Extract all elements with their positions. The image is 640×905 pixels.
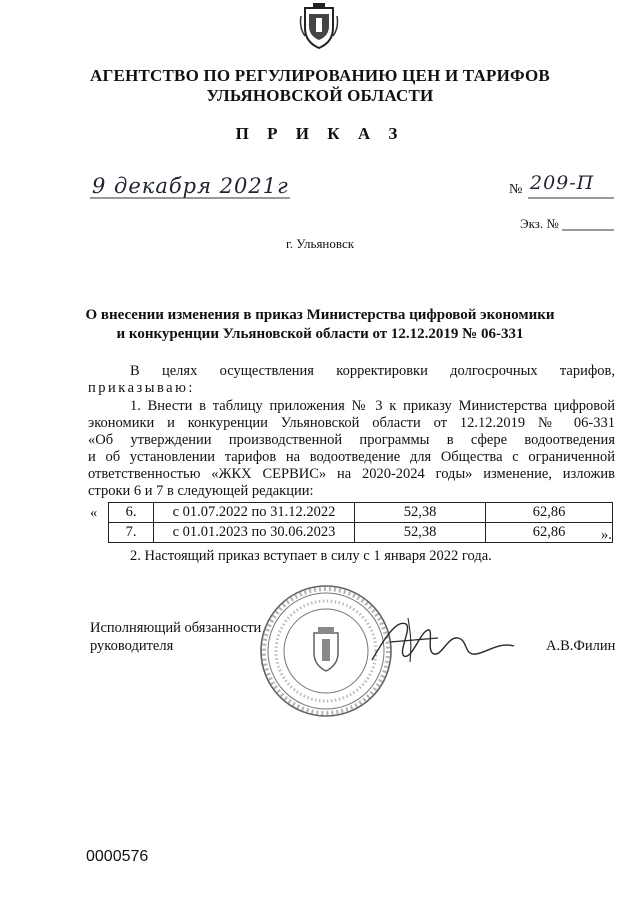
row-value1: 52,38 xyxy=(355,523,486,543)
date-underline xyxy=(90,196,290,200)
number-underline xyxy=(528,196,614,200)
item1-line3: «Об утверждении производственной программы в сфере водоотведения xyxy=(88,432,615,448)
document-serial-number: 0000576 xyxy=(86,848,149,865)
row-number: 6. xyxy=(109,503,154,523)
open-quote: « xyxy=(90,505,98,521)
document-type: П Р И К А З xyxy=(235,124,405,143)
copy-label: Экз. № xyxy=(520,216,559,231)
agency-name-line2: УЛЬЯНОВСКОЙ ОБЛАСТИ xyxy=(206,86,434,105)
row-value2: 62,86 xyxy=(486,503,613,523)
city: г. Ульяновск xyxy=(285,236,355,251)
order-title-line1: О внесении изменения в приказ Министерства цифровой экономики xyxy=(85,307,555,323)
row-period: с 01.01.2023 по 30.06.2023 xyxy=(154,523,355,543)
item1-line2: экономики и конкуренции Ульяновской области от 12.12.2019 № 06-331 xyxy=(88,415,615,431)
handwritten-signature-icon xyxy=(368,612,518,672)
order-date: 9 декабря 2021г xyxy=(92,174,289,198)
table-row xyxy=(109,523,613,543)
preamble-line1: В целях осуществления корректировки долгосрочных тарифов, xyxy=(130,363,615,379)
table-row xyxy=(109,503,613,523)
preamble-line2: приказываю: xyxy=(88,380,195,396)
order-number: 209-П xyxy=(530,172,595,194)
row-value2: 62,86 xyxy=(486,523,613,543)
agency-name-line1: АГЕНТСТВО ПО РЕГУЛИРОВАНИЮ ЦЕН И ТАРИФОВ xyxy=(90,66,550,85)
coat-of-arms-icon xyxy=(299,2,339,50)
item1-line6: строки 6 и 7 в следующей редакции: xyxy=(88,483,314,499)
copy-underline xyxy=(562,228,614,232)
item2: 2. Настоящий приказ вступает в силу с 1 января 2022 года. xyxy=(130,548,492,564)
item1-line5: ответственностью «ЖКХ СЕРВИС» на 2020-2024 годы» изменение, изложив xyxy=(88,466,615,482)
signer-name: А.В.Филин xyxy=(546,638,616,654)
number-prefix: № xyxy=(509,182,523,197)
order-title-line2: и конкуренции Ульяновской области от 12.12.2019 № 06-331 xyxy=(116,326,524,342)
tariff-table xyxy=(108,502,613,543)
row-value1: 52,38 xyxy=(355,503,486,523)
close-quote: ». xyxy=(601,527,612,543)
signer-position-line1: Исполняющий обязанности xyxy=(90,620,262,636)
row-number: 7. xyxy=(109,523,154,543)
item1-line1: 1. Внести в таблицу приложения № 3 к приказу Министерства цифровой xyxy=(130,398,615,414)
signer-position-line2: руководителя xyxy=(90,638,174,654)
row-period: с 01.07.2022 по 31.12.2022 xyxy=(154,503,355,523)
item1-line4: и об установлении тарифов на водоотведение для Общества с ограниченной xyxy=(88,449,615,465)
